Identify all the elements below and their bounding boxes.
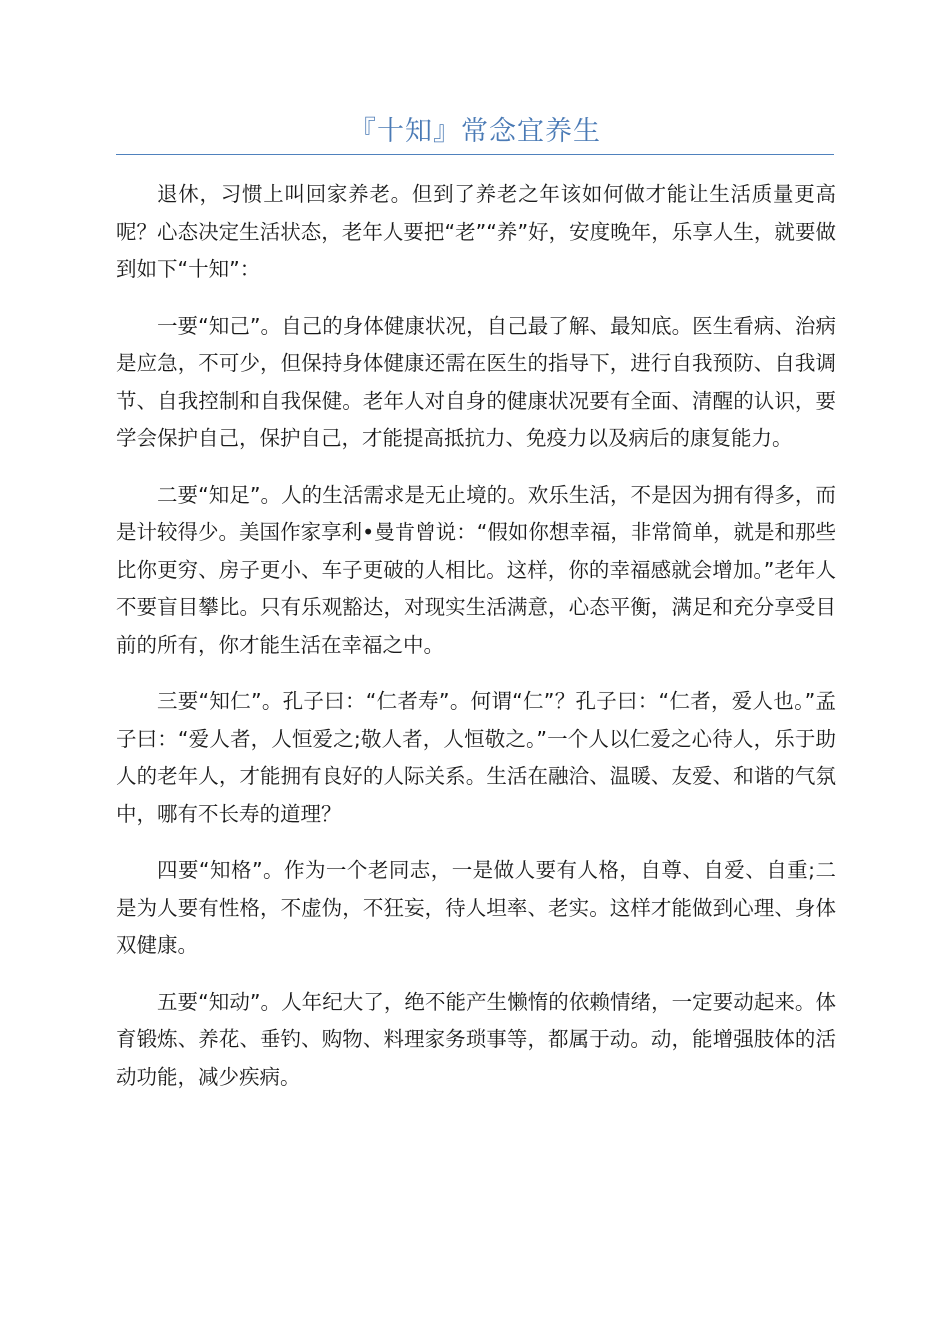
- paragraph-intro: 退休，习惯上叫回家养老。但到了养老之年该如何做才能让生活质量更高呢？心态决定生活状态，老年人要把“老”“养”好，安度晚年，乐享人生，就要做到如下“十知”：: [116, 182, 836, 281]
- paragraph-zhiji: 一要“知己”。自己的身体健康状况，自己最了解、最知底。医生看病、治病是应急，不可少，但保持身体健康还需在医生的指导下，进行自我预防、自我调节、自我控制和自我保健。老年人对自身的健康状况要有全面、清醒的认识，要学会保护自己，保护自己，才能提高抵抗力、免疫力以及病后的康复能力。: [116, 313, 836, 450]
- paragraph-zhige: 四要“知格”。作为一个老同志，一是做人要有人格，自尊、自爱、自重;二是为人要有性格，不虚伪，不狂妄，待人坦率、老实。这样才能做到心理、身体双健康。: [116, 858, 836, 957]
- title-underline: [116, 154, 834, 155]
- document-title: 『十知』常念宜养生: [349, 116, 601, 147]
- paragraph-zhizu: 二要“知足”。人的生活需求是无止境的。欢乐生活，不是因为拥有得多，而是计较得少。美国作家享利•曼肯曾说：“假如你想幸福，非常简单，就是和那些比你更穷、房子更小、车子更破的人相比。这样，你的幸福感就会增加。”老年人不要盲目攀比。只有乐观豁达，对现实生活满意，心态平衡，满足和充分享受目前的所有，你才能生活在幸福之中。: [116, 482, 836, 657]
- paragraph-zhiren: 三要“知仁”。孔子曰：“仁者寿”。何谓“仁”？孔子曰：“仁者，爱人也。”孟子曰：“爱人者，人恒爱之;敬人者，人恒敬之。”一个人以仁爱之心待人，乐于助人的老年人，才能拥有良好的人际关系。生活在融洽、温暖、友爱、和谐的气氛中，哪有不长寿的道理？: [116, 689, 836, 826]
- document-body: [116, 176, 836, 1115]
- paragraph-zhidong: 五要“知动”。人年纪大了，绝不能产生懒惰的依赖情绪，一定要动起来。体育锻炼、养花、垂钓、购物、料理家务琐事等，都属于动。动，能增强肢体的活动功能，减少疾病。: [116, 989, 836, 1089]
